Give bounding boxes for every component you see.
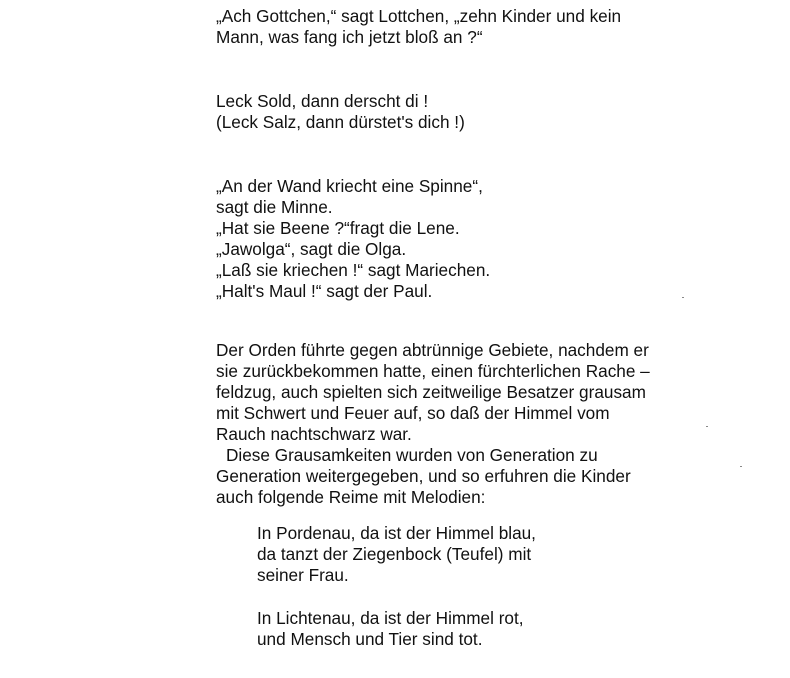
text-line: feldzug, auch spielten sich zeitweilige Besatzer grausam	[216, 382, 646, 402]
text-line: „Ach Gottchen,“ sagt Lottchen, „zehn Kinder und kein	[216, 6, 622, 26]
text-line: und Mensch und Tier sind tot.	[257, 629, 483, 649]
text-line: In Lichtenau, da ist der Himmel rot,	[257, 608, 524, 628]
verse-pordenau	[257, 523, 536, 586]
prose-orden	[216, 340, 650, 508]
scan-speck	[682, 297, 684, 298]
verse-lichtenau	[257, 608, 524, 650]
text-line: Leck Sold, dann derscht di !	[216, 91, 429, 111]
scan-speck	[706, 426, 708, 427]
text-line: auch folgende Reime mit Melodien:	[216, 487, 486, 507]
text-line: (Leck Salz, dann dürstet's dich !)	[216, 112, 465, 132]
text-line: „Laß sie kriechen !“ sagt Mariechen.	[216, 260, 491, 280]
text-line: In Pordenau, da ist der Himmel blau,	[257, 523, 536, 543]
text-line: Rauch nachtschwarz war.	[216, 424, 412, 444]
text-line: sagt die Minne.	[216, 197, 333, 217]
text-line: „An der Wand kriecht eine Spinne“,	[216, 176, 483, 196]
text-line: sie zurückbekommen hatte, einen fürchterlichen Rache –	[216, 361, 650, 381]
poem-spinne	[216, 176, 490, 302]
poem-lottchen	[216, 6, 621, 48]
text-line: „Halt's Maul !“ sagt der Paul.	[216, 281, 433, 301]
text-line: „Hat sie Beene ?“fragt die Lene.	[216, 218, 460, 238]
text-line: seiner Frau.	[257, 565, 349, 585]
text-line: mit Schwert und Feuer auf, so daß der Himmel vom	[216, 403, 610, 423]
saying-leck-sold	[216, 91, 465, 133]
scan-speck	[740, 466, 742, 467]
text-line: Mann, was fang ich jetzt bloß an ?“	[216, 27, 483, 47]
text-line: da tanzt der Ziegenbock (Teufel) mit	[257, 544, 532, 564]
text-line: Diese Grausamkeiten wurden von Generation zu	[226, 445, 598, 465]
text-line: „Jawolga“, sagt die Olga.	[216, 239, 407, 259]
text-line: Der Orden führte gegen abtrünnige Gebiete, nachdem er	[216, 340, 649, 360]
text-line: Generation weitergegeben, und so erfuhren die Kinder	[216, 466, 631, 486]
